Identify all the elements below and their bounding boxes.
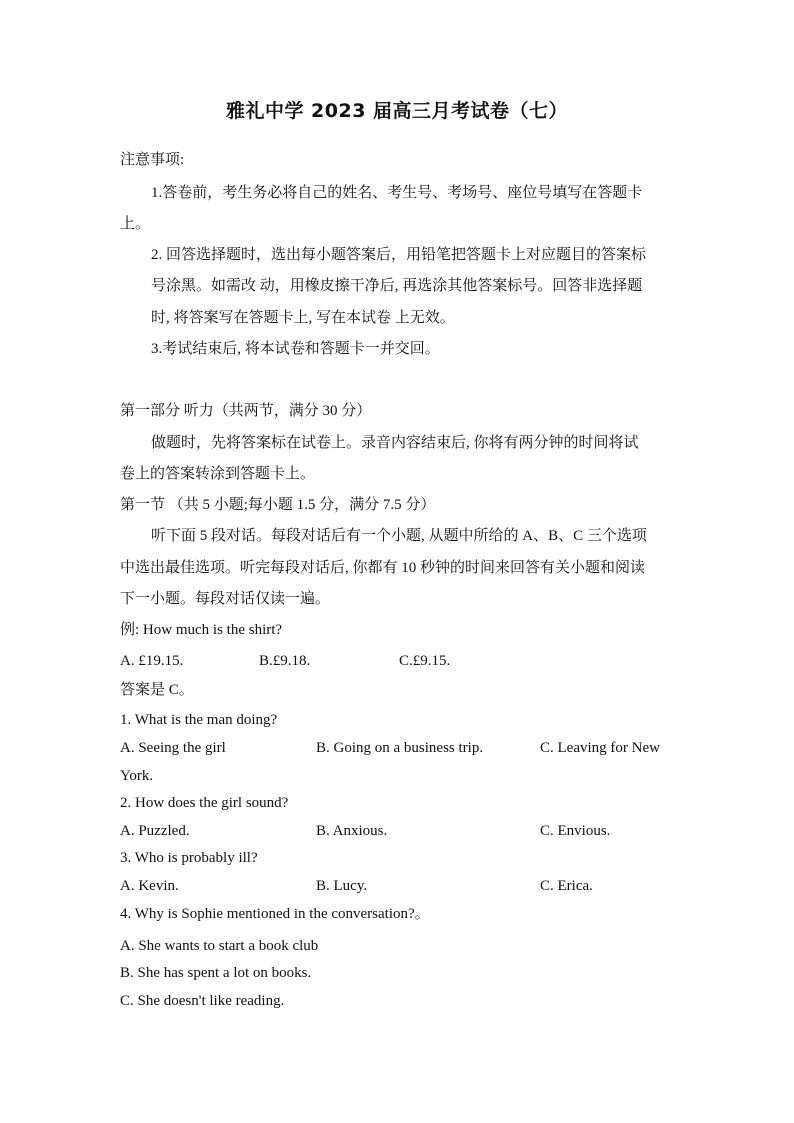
- example-question: 例: How much is the shirt?: [120, 622, 283, 638]
- notice-item-2-cont: 号涂黑。如需改 动，用橡皮擦干净后, 再选涂其他答案标号。回答非选择题: [151, 278, 643, 294]
- question-option-b: B. Going on a business trip.: [316, 740, 484, 756]
- example-option-a: A. £19.15.: [120, 653, 184, 669]
- notice-item-1: 1.答卷前，考生务必将自己的姓名、考生号、考场号、座位号填写在答题卡: [151, 185, 643, 201]
- section1-instructions: 听下面 5 段对话。每段对话后有一个小题, 从题中所给的 A、B、C 三个选项: [151, 528, 647, 544]
- notice-heading: 注意事项:: [120, 152, 185, 168]
- part1-intro-cont: 卷上的答案转涂到答题卡上。: [120, 466, 316, 482]
- example-option-b: B.£9.18.: [259, 653, 311, 669]
- question-stem: 3. Who is probably ill?: [120, 850, 258, 866]
- question-option-b: B. She has spent a lot on books.: [120, 965, 312, 981]
- question-stem: 1. What is the man doing?: [120, 712, 278, 728]
- section1-instructions-cont2: 下一小题。每段对话仅读一遍。: [120, 591, 331, 607]
- question-stem: 2. How does the girl sound?: [120, 795, 289, 811]
- question-option-b: B. Lucy.: [316, 878, 368, 894]
- notice-item-2-cont2: 时, 将答案写在答题卡上, 写在本试卷 上无效。: [151, 310, 455, 326]
- question-option-a: A. Puzzled.: [120, 823, 190, 839]
- question-option-a: A. Kevin.: [120, 878, 179, 894]
- part1-intro: 做题时，先将答案标在试卷上。录音内容结束后, 你将有两分钟的时间将试: [151, 435, 639, 451]
- notice-item-1-cont: 上。: [120, 216, 151, 232]
- question-option-c: C. Leaving for New: [540, 740, 660, 756]
- question-option-c: C. Envious.: [540, 823, 611, 839]
- page-title: 雅礼中学 2023 届高三月考试卷（七）: [225, 100, 569, 122]
- question-option-c: C. She doesn't like reading.: [120, 993, 285, 1009]
- question-option-c: C. Erica.: [540, 878, 593, 894]
- example-option-c: C.£9.15.: [399, 653, 451, 669]
- notice-item-2: 2. 回答选择题时，选出每小题答案后，用铅笔把答题卡上对应题目的答案标: [151, 247, 647, 263]
- example-answer: 答案是 C。: [120, 682, 194, 698]
- part1-heading: 第一部分 听力（共两节，满分 30 分）: [120, 403, 372, 419]
- question-stem: 4. Why is Sophie mentioned in the conversation?。: [120, 906, 430, 922]
- question-option-b: B. Anxious.: [316, 823, 388, 839]
- section1-heading: 第一节 （共 5 小题;每小题 1.5 分，满分 7.5 分）: [120, 497, 436, 513]
- notice-item-3: 3.考试结束后, 将本试卷和答题卡一并交回。: [151, 341, 440, 357]
- question-option-a: A. Seeing the girl: [120, 740, 226, 756]
- section1-instructions-cont: 中选出最佳选项。听完每段对话后, 你都有 10 秒钟的时间来回答有关小题和阅读: [120, 560, 646, 576]
- question-option-c-wrap: York.: [120, 768, 154, 784]
- question-option-a: A. She wants to start a book club: [120, 938, 319, 954]
